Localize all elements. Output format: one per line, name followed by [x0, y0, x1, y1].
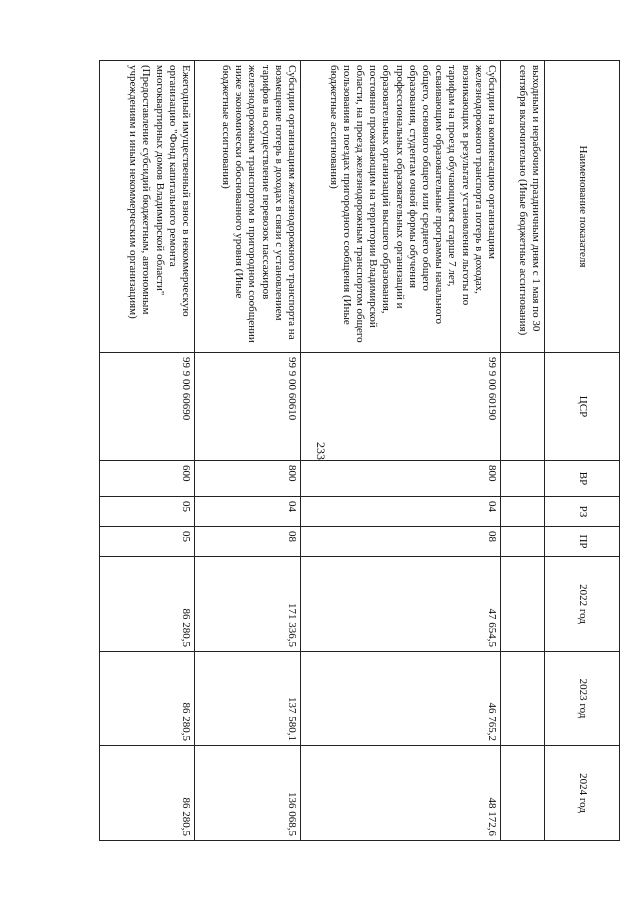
row-2022: 47 654,5 [301, 557, 501, 652]
row-2024: 86 280,5 [100, 746, 195, 841]
row-2022: 171 336,5 [195, 557, 301, 652]
header-pr: ПР [545, 527, 620, 557]
row-2023 [501, 652, 545, 746]
row-name: Субсидии организациям железнодорожного транспорта на возмещение потерь в доходах в связи с установлением тарифов на осуществление перевозок пассажиров железнодорожным транспортом в пригородном сообщении ниже экономически обоснованного уровня (Иные бюджетные ассигнования) [195, 61, 301, 353]
header-name: Наименование показателя [545, 61, 620, 353]
row-rz: 04 [195, 497, 301, 527]
row-rz: 05 [100, 497, 195, 527]
table-row [501, 61, 545, 841]
row-csr: 99 9 00 60690 [100, 353, 195, 461]
page-number: 233 [314, 442, 328, 460]
header-rz: РЗ [545, 497, 620, 527]
table-row [100, 61, 195, 841]
row-name: Субсидии на компенсацию организациям железнодорожного транспорта потерь в доходах, возникающих в результате установления льготы по тарифам на проезд обучающимся старше 7 лет, осваивающим образовательные программы начального общего, основного общего или среднего общего образования, студентам очной формы обучения профессиональных образовательных организаций и образовательных организаций высшего образования, постоянно проживающим на территории Владимирской области, на проезд железнодорожным транспортом общего пользования в поездах пригородного сообщения (Иные бюджетные ассигнования) [301, 61, 501, 353]
budget-table [99, 60, 620, 841]
row-vr [501, 461, 545, 497]
row-csr: 99 9 00 60610 [195, 353, 301, 461]
row-2023: 137 580,1 [195, 652, 301, 746]
row-csr [501, 353, 545, 461]
header-2024: 2024 год [545, 746, 620, 841]
row-name: Ежегодный имущественный взнос в некоммерческую организацию "Фонд капитального ремонта многоквартирных домов Владимирской области" (Предоставление субсидий бюджетным, автономным учреждениям и иным некоммерческим организациям) [100, 61, 195, 353]
row-pr [501, 527, 545, 557]
header-2022: 2022 год [545, 557, 620, 652]
row-2022 [501, 557, 545, 652]
row-2024: 48 172,6 [301, 746, 501, 841]
table-header-row [545, 61, 620, 841]
row-2024: 136 068,5 [195, 746, 301, 841]
row-rz: 04 [301, 497, 501, 527]
row-vr: 600 [100, 461, 195, 497]
header-2023: 2023 год [545, 652, 620, 746]
row-2023: 86 280,5 [100, 652, 195, 746]
row-2024 [501, 746, 545, 841]
row-pr: 08 [301, 527, 501, 557]
row-vr: 800 [195, 461, 301, 497]
rotated-page [100, 60, 620, 840]
row-name: выходным и нерабочим праздничным дням с 1 мая по 30 сентября включительно (Иные бюджетные ассигнования) [501, 61, 545, 353]
row-rz [501, 497, 545, 527]
table-row [195, 61, 301, 841]
header-csr: ЦСР [545, 353, 620, 461]
row-2023: 46 765,2 [301, 652, 501, 746]
row-2022: 86 280,5 [100, 557, 195, 652]
row-vr: 800 [301, 461, 501, 497]
table-row [301, 61, 501, 841]
header-vr: ВР [545, 461, 620, 497]
row-pr: 05 [100, 527, 195, 557]
row-csr: 99 9 00 60190 [301, 353, 501, 461]
row-pr: 08 [195, 527, 301, 557]
